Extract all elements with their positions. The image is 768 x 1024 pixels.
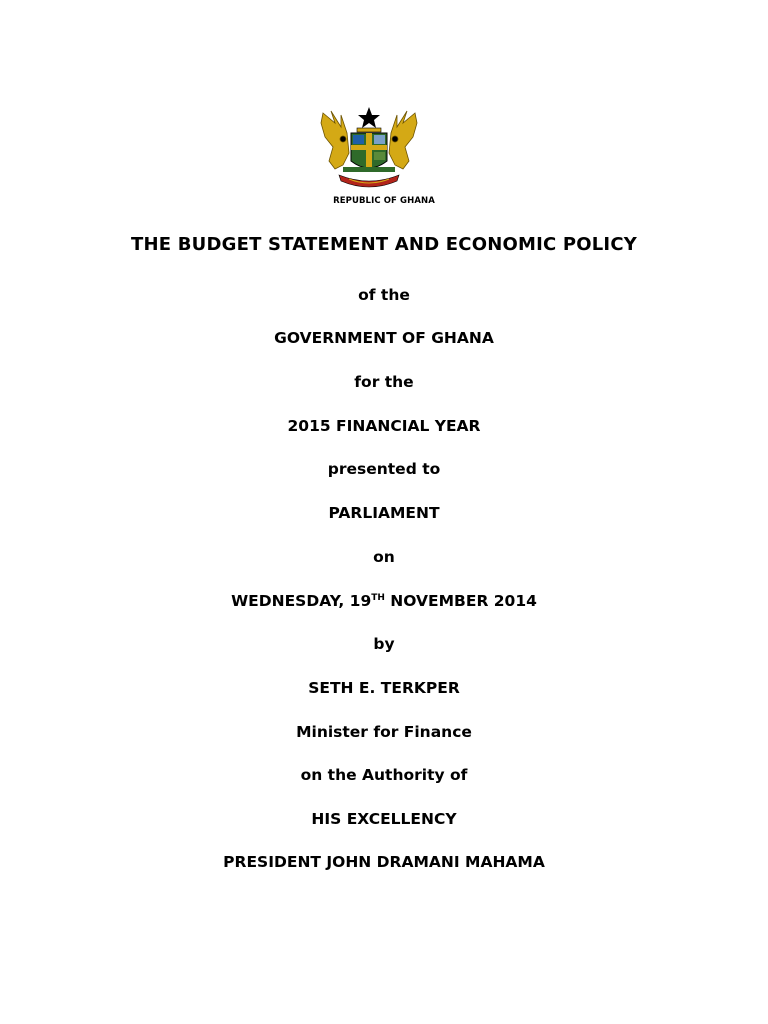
left-eagle	[321, 111, 349, 169]
right-eagle	[389, 111, 417, 169]
line-for-the: for the	[354, 373, 414, 391]
line-minister-name: SETH E. TERKPER	[308, 679, 460, 697]
document-title: THE BUDGET STATEMENT AND ECONOMIC POLICY	[131, 234, 637, 255]
line-excellency: HIS EXCELLENCY	[311, 810, 457, 828]
motto-ribbon	[339, 175, 399, 187]
black-star	[358, 107, 380, 128]
line-minister-role: Minister for Finance	[296, 723, 472, 741]
line-by: by	[373, 635, 395, 653]
line-government: GOVERNMENT OF GHANA	[274, 329, 494, 347]
line-date	[0, 591, 768, 614]
date-prefix: WEDNESDAY, 19	[231, 592, 372, 610]
republic-caption: REPUBLIC OF GHANA	[333, 196, 435, 206]
line-presented-to: presented to	[327, 460, 441, 478]
line-parliament: PARLIAMENT	[328, 504, 440, 522]
line-of-the: of the	[358, 286, 410, 304]
line-president: PRESIDENT JOHN DRAMANI MAHAMA	[223, 853, 545, 871]
shield	[351, 133, 387, 168]
date-superscript: TH	[371, 593, 385, 603]
line-on: on	[373, 548, 395, 566]
line-financial-year: 2015 FINANCIAL YEAR	[287, 417, 481, 435]
date-suffix: NOVEMBER 2014	[384, 592, 537, 610]
coat-of-arms-icon	[313, 103, 425, 195]
line-authority: on the Authority of	[300, 766, 468, 784]
